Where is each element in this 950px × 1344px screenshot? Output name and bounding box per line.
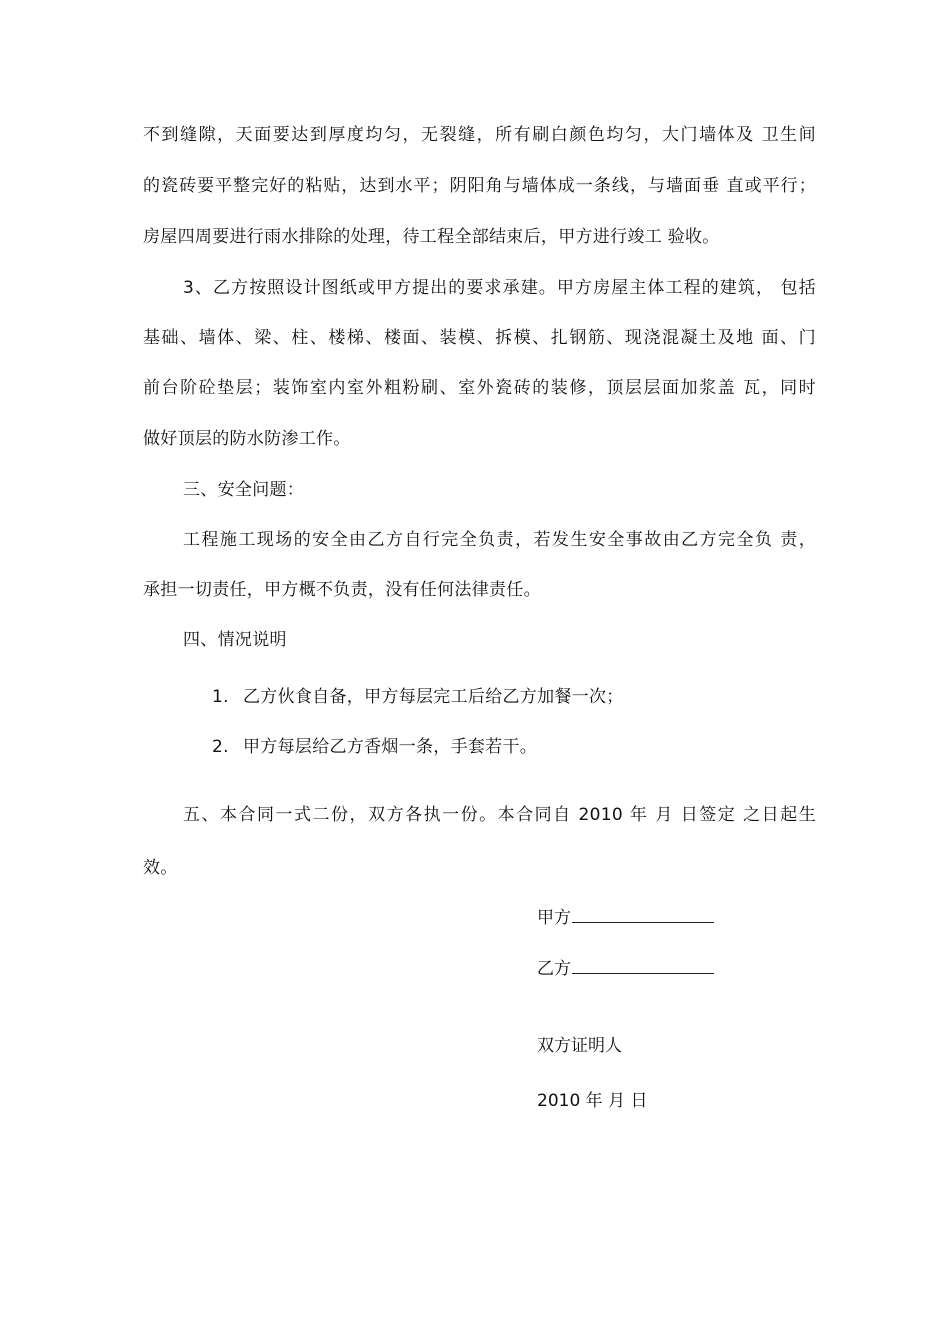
paragraph-line: 做好顶层的防水防渗工作。: [143, 429, 351, 449]
list-item: 甲方每层给乙方香烟一条，手套若干。: [243, 737, 538, 757]
paragraph-line: 前台阶砼垫层；装饰室内室外粗粉刷、室外瓷砖的装修，顶层层面加浆盖 瓦，同时: [143, 378, 816, 398]
section-heading: 四、情况说明: [183, 630, 287, 650]
list-item-number: 1.: [212, 687, 229, 707]
party-b-signature: [537, 957, 714, 981]
paragraph-line: 基础、墙体、梁、柱、楼梯、楼面、装模、拆模、扎钢筋、现浇混凝土及地 面、门: [143, 328, 816, 348]
paragraph-line: 承担一切责任，甲方概不负责，没有任何法律责任。: [143, 580, 541, 600]
signature-date: 2010 年 月 日: [537, 1091, 648, 1111]
paragraph-line: 的瓷砖要平整完好的粘贴，达到水平；阴阳角与墙体成一条线，与墙面垂 直或平行；: [143, 176, 816, 196]
signature-blank-line: [572, 957, 714, 974]
list-item-number: 2.: [212, 737, 229, 757]
paragraph-line: 效。: [143, 858, 178, 878]
list-item: 乙方伙食自备，甲方每层完工后给乙方加餐一次；: [243, 687, 624, 707]
section-heading: 三、安全问题：: [183, 480, 305, 500]
party-a-signature: [537, 906, 714, 930]
party-a-label: 甲方: [537, 908, 571, 928]
paragraph-line: 3、乙方按照设计图纸或甲方提出的要求承建。甲方房屋主体工程的建筑， 包括: [183, 278, 816, 298]
paragraph-line: 房屋四周要进行雨水排除的处理，待工程全部结束后，甲方进行竣工 验收。: [143, 227, 720, 247]
signature-blank-line: [572, 906, 714, 923]
paragraph-line: 不到缝隙，天面要达到厚度均匀，无裂缝，所有刷白颜色均匀，大门墙体及 卫生间: [143, 125, 816, 145]
party-b-label: 乙方: [537, 959, 571, 979]
paragraph-line: 五、本合同一式二份，双方各执一份。本合同自 2010 年 月 日签定 之日起生: [183, 805, 816, 825]
paragraph-line: 工程施工现场的安全由乙方自行完全负责，若发生安全事故由乙方完全负 责，: [183, 530, 816, 550]
witness-label: 双方证明人: [537, 1036, 622, 1056]
